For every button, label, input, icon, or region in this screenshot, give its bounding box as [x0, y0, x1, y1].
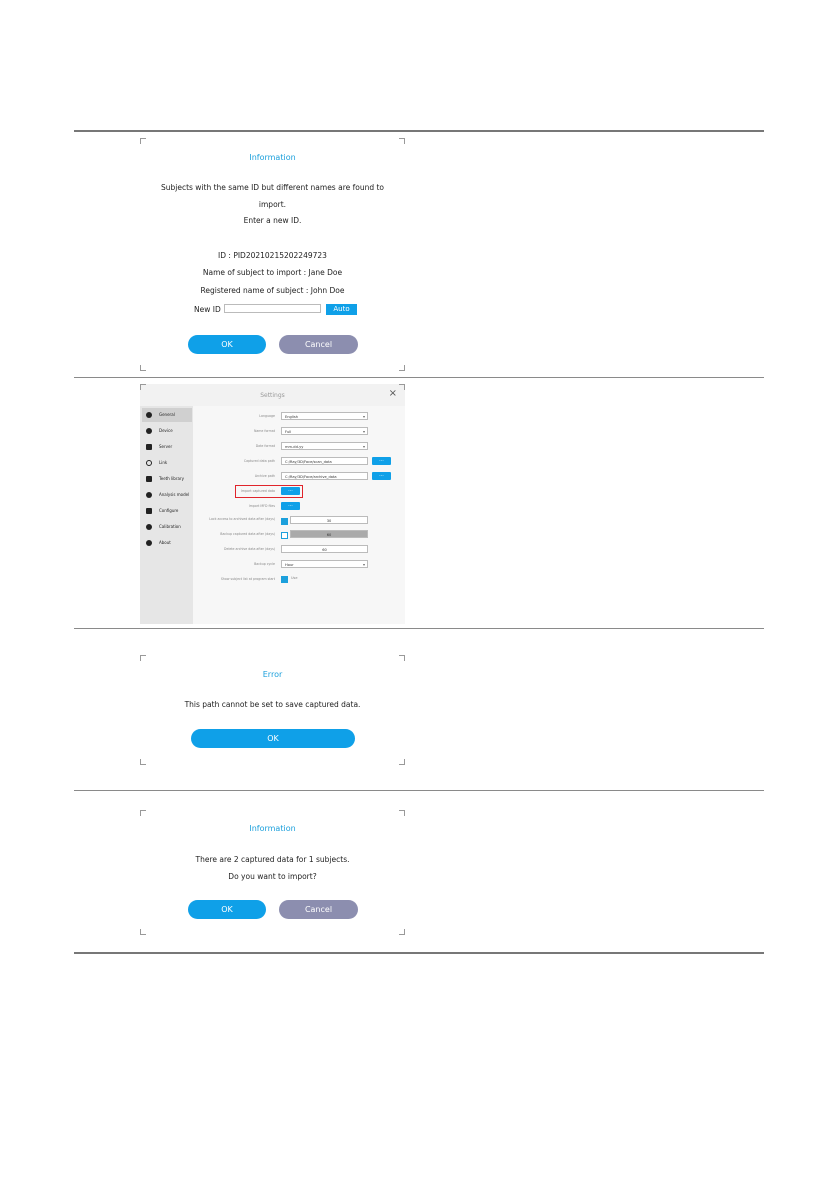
show-subject-list-label: Show subject list at program start [220, 577, 275, 581]
ok-button[interactable]: OK [188, 335, 266, 354]
name-format-label: Name format [253, 429, 275, 433]
id-line: ID : PID20210215202249723 [218, 251, 327, 260]
captured-data-path-label: Captured data path [243, 459, 275, 463]
sidebar-item-calibration[interactable] [142, 520, 192, 534]
corner-mark [399, 365, 405, 371]
error-message: This path cannot be set to save captured data. [184, 700, 361, 709]
dialog-title: Information [249, 824, 296, 833]
rule-bottom [74, 952, 764, 954]
sidebar-item-analysis-model[interactable] [142, 488, 192, 502]
sidebar-item-label: Calibration [159, 524, 181, 529]
show-subject-list-checkbox[interactable] [281, 576, 288, 583]
captured-data-path-browse-button[interactable]: ... [372, 457, 391, 465]
import-captured-data-label: Import captured data [240, 489, 275, 493]
sidebar-item-label: Device [159, 428, 173, 433]
gear-icon [146, 412, 152, 418]
corner-mark [140, 384, 146, 390]
sidebar-item-about[interactable] [142, 536, 192, 550]
close-icon[interactable]: × [388, 388, 397, 399]
delete-archive-input[interactable]: 60 [281, 545, 368, 553]
sidebar-item-label: About [159, 540, 171, 545]
link-icon [146, 460, 152, 466]
backup-checkbox[interactable] [281, 532, 288, 539]
cancel-button[interactable]: Cancel [279, 900, 358, 919]
registered-name-line: Registered name of subject : John Doe [200, 286, 345, 295]
sidebar-item-label: Teeth library [159, 476, 184, 481]
backup-label: Backup captured data after (days) [220, 532, 275, 536]
archive-path-browse-button[interactable]: ... [372, 472, 391, 480]
corner-mark [140, 138, 146, 144]
message-line-1: There are 2 captured data for 1 subjects. [195, 855, 350, 864]
ok-button[interactable]: OK [191, 729, 355, 748]
message-line-2: Do you want to import? [228, 872, 317, 881]
sidebar-item-label: Link [159, 460, 168, 465]
sidebar-item-link[interactable] [142, 456, 192, 470]
date-format-select[interactable]: mm-dd-yy ▾ [281, 442, 368, 450]
name-format-select[interactable]: Full ▾ [281, 427, 368, 435]
sidebar-item-configure[interactable] [142, 504, 192, 518]
corner-mark [399, 929, 405, 935]
new-id-dialog [140, 138, 405, 371]
calibration-icon [146, 524, 152, 530]
corner-mark [140, 655, 146, 661]
server-icon [146, 444, 152, 450]
show-subject-list-value: Use [291, 576, 298, 580]
message-line-1: Subjects with the same ID but different names are found to [160, 183, 385, 192]
sidebar-item-general[interactable] [142, 408, 192, 422]
archive-path-input[interactable]: C:/Ray/3D/Face/archive_data [281, 472, 368, 480]
import-name-line: Name of subject to import : Jane Doe [202, 268, 343, 277]
date-format-label: Date format [255, 444, 275, 448]
corner-mark [399, 138, 405, 144]
archive-path-label: Archive path [254, 474, 275, 478]
settings-sidebar [140, 406, 193, 624]
teeth-icon [146, 476, 152, 482]
settings-window [140, 384, 405, 624]
corner-mark [140, 365, 146, 371]
settings-main [193, 406, 405, 624]
sidebar-item-label: General [159, 412, 175, 417]
language-label: Language [259, 414, 275, 418]
sidebar-item-label: Configure [159, 508, 179, 513]
import-captured-data-button[interactable]: ... [281, 487, 300, 495]
corner-mark [140, 810, 146, 816]
new-id-label: New ID [194, 305, 221, 314]
language-select[interactable]: English ▾ [281, 412, 368, 420]
lock-access-checkbox[interactable] [281, 518, 288, 525]
new-id-input[interactable] [224, 304, 321, 313]
dialog-title: Information [249, 153, 296, 162]
sidebar-item-server[interactable] [142, 440, 192, 454]
captured-data-path-input[interactable]: C:/Ray/3D/Face/scan_data [281, 457, 368, 465]
ok-button[interactable]: OK [188, 900, 266, 919]
corner-mark [399, 759, 405, 765]
corner-mark [399, 655, 405, 661]
sidebar-item-label: Server [159, 444, 173, 449]
lock-access-input[interactable]: 30 [290, 516, 368, 524]
rule-1 [74, 377, 764, 378]
import-mfd-label: Import MFD files [248, 504, 275, 508]
sidebar-item-label: Analysis model [159, 492, 190, 497]
backup-input[interactable]: 60 [290, 530, 368, 538]
dialog-title: Error [262, 670, 283, 679]
corner-mark [399, 810, 405, 816]
import-mfd-button[interactable]: ... [281, 502, 300, 510]
sidebar-item-device[interactable] [142, 424, 192, 438]
configure-icon [146, 508, 152, 514]
backup-cycle-label: Backup cycle [254, 562, 275, 566]
cancel-button[interactable]: Cancel [279, 335, 358, 354]
corner-mark [140, 759, 146, 765]
lock-access-label: Lock access to archived data after (days) [209, 517, 275, 521]
device-icon [146, 428, 152, 434]
auto-button[interactable]: Auto [326, 304, 357, 315]
message-line-3: Enter a new ID. [243, 216, 302, 225]
rule-3 [74, 790, 764, 791]
delete-archive-label: Delete archive data after (days) [224, 547, 275, 551]
rule-top [74, 130, 764, 132]
error-dialog [140, 655, 405, 765]
analysis-icon [146, 492, 152, 498]
message-line-2: import. [258, 200, 287, 209]
import-dialog [140, 810, 405, 935]
settings-title: Settings [260, 392, 285, 399]
corner-mark [140, 929, 146, 935]
backup-cycle-select[interactable]: Hour ▾ [281, 560, 368, 568]
info-icon [146, 540, 152, 546]
sidebar-item-teeth-library[interactable] [142, 472, 192, 486]
corner-mark [399, 384, 405, 390]
rule-2 [74, 628, 764, 629]
